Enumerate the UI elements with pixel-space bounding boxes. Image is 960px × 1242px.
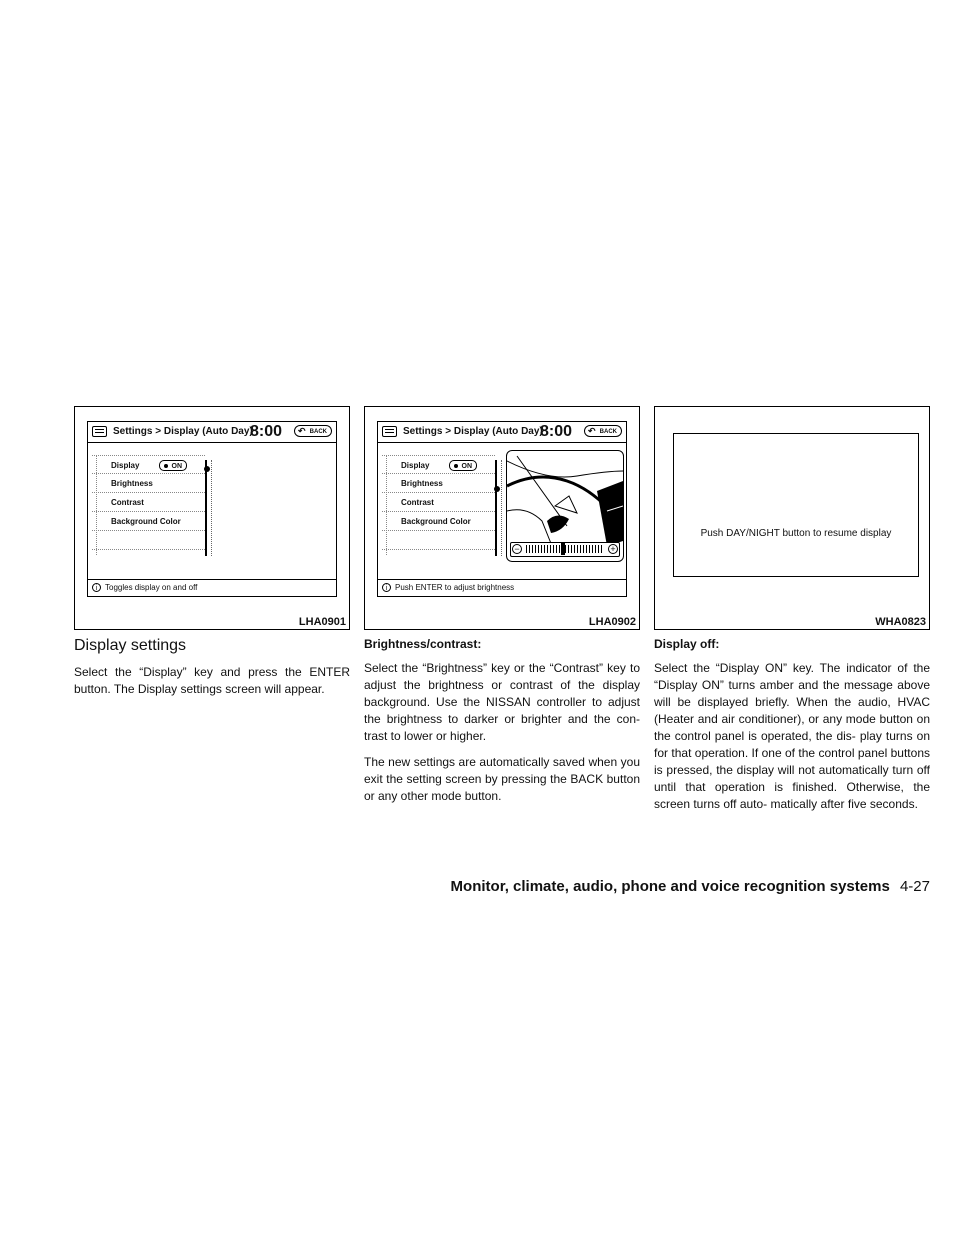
info-text: Push ENTER to adjust brightness <box>395 583 515 592</box>
display-off-screen <box>673 433 919 577</box>
menu-item-brightness: Brightness <box>92 474 205 493</box>
page-number: 4-27 <box>899 878 930 895</box>
info-bar <box>88 579 336 596</box>
info-icon: i <box>382 583 391 592</box>
back-arrow-icon: ↶ <box>298 426 306 436</box>
brightness-screen <box>377 421 627 597</box>
subheading-display-off: Display off: <box>654 637 720 651</box>
back-button: ↶ BACK <box>584 425 622 437</box>
footer-section-title: Monitor, climate, audio, phone and voice recognition systems <box>450 878 890 895</box>
figure-display-settings <box>74 406 350 630</box>
scroll-indicator <box>494 486 500 492</box>
back-button: ↶ BACK <box>294 425 332 437</box>
column-3 <box>654 637 930 813</box>
menu-item-contrast: Contrast <box>382 493 495 512</box>
screen-title-bar <box>378 422 626 443</box>
figure-code: LHA0901 <box>298 616 346 628</box>
on-indicator: ON <box>159 460 187 471</box>
menu-item-display: Display ON <box>382 455 495 474</box>
menu-item-background-color: Background Color <box>382 512 495 531</box>
info-icon: i <box>92 583 101 592</box>
figure-code: LHA0902 <box>588 616 636 628</box>
map-preview <box>506 450 624 562</box>
resume-message: Push DAY/NIGHT button to resume display <box>700 528 892 539</box>
plus-icon: + <box>608 544 618 554</box>
back-arrow-icon: ↶ <box>588 426 596 436</box>
paragraph: Select the “Display” key and press the ENTER button. The Display settings screen will appear. <box>74 665 350 696</box>
screen-title: Settings > Display (Auto Day) <box>113 426 253 437</box>
menu-icon <box>92 426 107 437</box>
page-footer <box>440 878 930 895</box>
paragraph: Select the “Brightness” key or the “Contrast” key to adjust the brightness or contrast of the display background. Use the NISSAN controller to adjust the brightness to darker or brighter and the con- trast to lower or higher. <box>364 661 640 743</box>
menu-item-brightness: Brightness <box>382 474 495 493</box>
subheading-brightness-contrast: Brightness/contrast: <box>364 637 482 651</box>
paragraph: Select the “Display ON” key. The indicator of the “Display ON” turns amber and the message above will be displayed briefly. When the audio, HVAC (Heater and air conditioner), or any mode button on the control panel is operated, the dis- play turns on for that operation. If one of the control panel buttons is pressed, the display will not automatically turn off until that operation is finished. Otherwise, the screen turns off auto- matically after five seconds. <box>654 661 930 811</box>
scrollbar <box>495 460 502 556</box>
menu-item-display: Display ON <box>92 455 205 474</box>
screen-title: Settings > Display (Auto Day) <box>403 426 543 437</box>
slider-handle <box>561 543 565 555</box>
column-1 <box>74 637 350 698</box>
column-2 <box>364 637 640 805</box>
menu-item-background-color: Background Color <box>92 512 205 531</box>
brightness-slider <box>510 542 620 557</box>
info-bar <box>378 579 626 596</box>
display-settings-screen <box>87 421 337 597</box>
settings-menu <box>92 455 205 550</box>
figure-display-off <box>654 406 930 630</box>
info-text: Toggles display on and off <box>105 583 198 592</box>
figure-brightness <box>364 406 640 630</box>
screen-title-bar <box>88 422 336 443</box>
scrollbar <box>205 460 212 556</box>
menu-item-empty <box>92 531 205 550</box>
scroll-indicator <box>204 466 210 472</box>
paragraph: The new settings are automatically saved when you exit the setting screen by pressing the BACK button or any other mode button. <box>364 755 640 803</box>
menu-icon <box>382 426 397 437</box>
menu-item-empty <box>382 531 495 550</box>
clock: 8:00 <box>250 423 283 440</box>
clock: 8:00 <box>540 423 573 440</box>
section-heading-display-settings: Display settings <box>74 637 187 654</box>
menu-item-contrast: Contrast <box>92 493 205 512</box>
minus-icon: − <box>512 544 522 554</box>
on-indicator: ON <box>449 460 477 471</box>
settings-menu <box>382 455 495 550</box>
figure-code: WHA0823 <box>875 616 926 628</box>
